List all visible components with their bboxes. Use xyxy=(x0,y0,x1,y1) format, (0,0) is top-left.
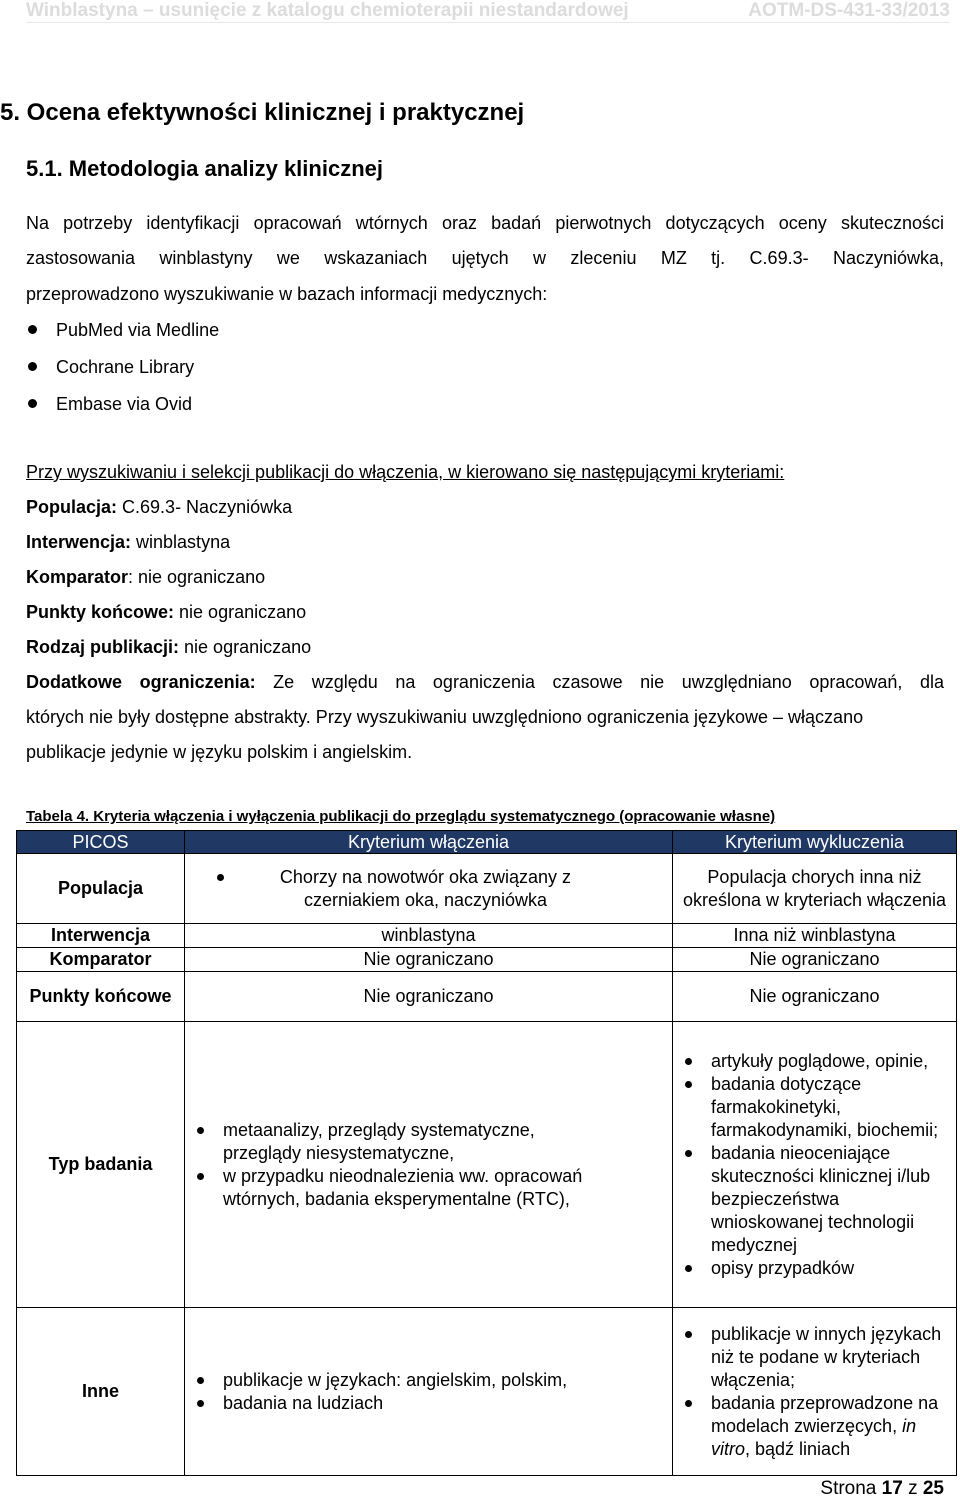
bullet-icon xyxy=(197,1173,204,1180)
header-rule xyxy=(26,22,950,23)
exclusion-cell xyxy=(673,1022,957,1308)
criterion-intervention: Interwencja: winblastyna xyxy=(26,532,231,552)
bullet-icon xyxy=(28,362,37,371)
list-item: Embase via Ovid xyxy=(26,386,219,423)
criterion-extra-line-2: których nie były dostępne abstrakty. Przy wyszukiwaniu uwzględniono ograniczenia językowe – włączano xyxy=(26,707,864,727)
list-item: metaanalizy, przeglądy systematyczne, przeglądy niesystematyczne, xyxy=(189,1119,588,1165)
bullet-icon xyxy=(197,1377,204,1384)
inclusion-cell: Nie ograniczano xyxy=(185,972,673,1022)
header-title: Winblastyna – usunięcie z katalogu chemioterapii niestandardowej xyxy=(26,0,629,21)
list-item: badania przeprowadzone na modelach zwierzęcych, in vitro, bądź liniach xyxy=(677,1392,952,1461)
intro-line-1: Na potrzeby identyfikacji opracowań wtórnych oraz badań pierwotnych dotyczących oceny skuteczności xyxy=(26,213,944,233)
list-item: w przypadku nieodnalezienia ww. opracowań wtórnych, badania eksperymentalne (RTC), xyxy=(189,1165,588,1211)
table-row xyxy=(17,854,957,924)
bullet-icon xyxy=(685,1150,692,1157)
bullet-icon xyxy=(197,1127,204,1134)
section-title: 5. Ocena efektywności klinicznej i praktycznej xyxy=(0,99,525,126)
row-header: Punkty końcowe xyxy=(17,972,185,1022)
criterion-comparator: Komparator: nie ograniczano xyxy=(26,567,266,587)
list-item: badania na ludziach xyxy=(189,1392,608,1415)
criterion-pubtype: Rodzaj publikacji: nie ograniczano xyxy=(26,637,312,657)
exclusion-cell: Populacja chorych inna niż określona w kryteriach włączenia xyxy=(673,854,957,924)
inclusion-cell xyxy=(185,1308,673,1476)
exclusion-cell: Nie ograniczano xyxy=(673,972,957,1022)
table-row xyxy=(17,948,957,972)
row-header: Komparator xyxy=(17,948,185,972)
column-header: PICOS xyxy=(17,831,185,854)
bullet-icon xyxy=(685,1400,692,1407)
list-item: Cochrane Library xyxy=(26,349,219,386)
bullet-icon xyxy=(685,1265,692,1272)
bullet-icon xyxy=(685,1331,692,1338)
table-row xyxy=(17,924,957,948)
list-item: artykuły poglądowe, opinie, xyxy=(677,1050,952,1073)
header-code: AOTM-DS-431-33/2013 xyxy=(748,0,950,21)
column-header: Kryterium włączenia xyxy=(185,831,673,854)
table-row xyxy=(17,972,957,1022)
table-row xyxy=(17,1308,957,1476)
criterion-population: Populacja: C.69.3- Naczyniówka xyxy=(26,497,293,517)
inclusion-cell xyxy=(185,854,673,924)
list-item: badania dotyczące farmakokinetyki, farmakodynamiki, biochemii; xyxy=(677,1073,952,1142)
picos-table xyxy=(16,830,957,1476)
list-item: Chorzy na nowotwór oka związany z czerniakiem oka, naczyniówka xyxy=(209,866,608,912)
list-item: badania nieoceniające skuteczności klinicznej i/lub bezpieczeństwa wnioskowanej technologii medycznej xyxy=(677,1142,952,1257)
list-item: opisy przypadków xyxy=(677,1257,952,1280)
page-number: Strona 17 z 25 xyxy=(820,1478,944,1499)
inclusion-cell: Nie ograniczano xyxy=(185,948,673,972)
criterion-extra-line-3: publikacje jedynie w języku polskim i angielskim. xyxy=(26,742,413,762)
exclusion-cell xyxy=(673,1308,957,1476)
bullet-icon xyxy=(217,874,224,881)
intro-line-3: przeprowadzono wyszukiwanie w bazach informacji medycznych: xyxy=(26,284,548,304)
table-row xyxy=(17,1022,957,1308)
inclusion-cell xyxy=(185,1022,673,1308)
row-header: Typ badania xyxy=(17,1022,185,1308)
page-header xyxy=(26,0,950,22)
table-caption: Tabela 4. Kryteria włączenia i wyłączenia publikacji do przeglądu systematycznego (opracowanie własne) xyxy=(26,808,776,825)
intro-line-2: zastosowania winblastyny we wskazaniach ujętych w zleceniu MZ tj. C.69.3- Naczyniówka, xyxy=(26,248,944,268)
table-header-row xyxy=(17,831,957,854)
list-item: PubMed via Medline xyxy=(26,312,219,349)
column-header: Kryterium wykluczenia xyxy=(673,831,957,854)
bullet-icon xyxy=(28,399,37,408)
bullet-icon xyxy=(197,1400,204,1407)
subsection-title: 5.1. Metodologia analizy klinicznej xyxy=(26,156,383,181)
exclusion-cell: Inna niż winblastyna xyxy=(673,924,957,948)
inclusion-cell: winblastyna xyxy=(185,924,673,948)
row-header: Interwencja xyxy=(17,924,185,948)
database-list xyxy=(26,312,219,423)
bullet-icon xyxy=(685,1058,692,1065)
bullet-icon xyxy=(28,325,37,334)
bullet-icon xyxy=(685,1081,692,1088)
list-item: publikacje w językach: angielskim, polskim, xyxy=(189,1369,608,1392)
exclusion-cell: Nie ograniczano xyxy=(673,948,957,972)
criteria-intro: Przy wyszukiwaniu i selekcji publikacji do włączenia, w kierowano się następującymi kryteriami: xyxy=(26,462,785,482)
row-header: Inne xyxy=(17,1308,185,1476)
criterion-extra: Dodatkowe ograniczenia: Ze względu na ograniczenia czasowe nie uwzględniano opracowań, dla xyxy=(26,672,945,692)
list-item: publikacje w innych językach niż te podane w kryteriach włączenia; xyxy=(677,1323,952,1392)
row-header: Populacja xyxy=(17,854,185,924)
criterion-endpoints: Punkty końcowe: nie ograniczano xyxy=(26,602,307,622)
